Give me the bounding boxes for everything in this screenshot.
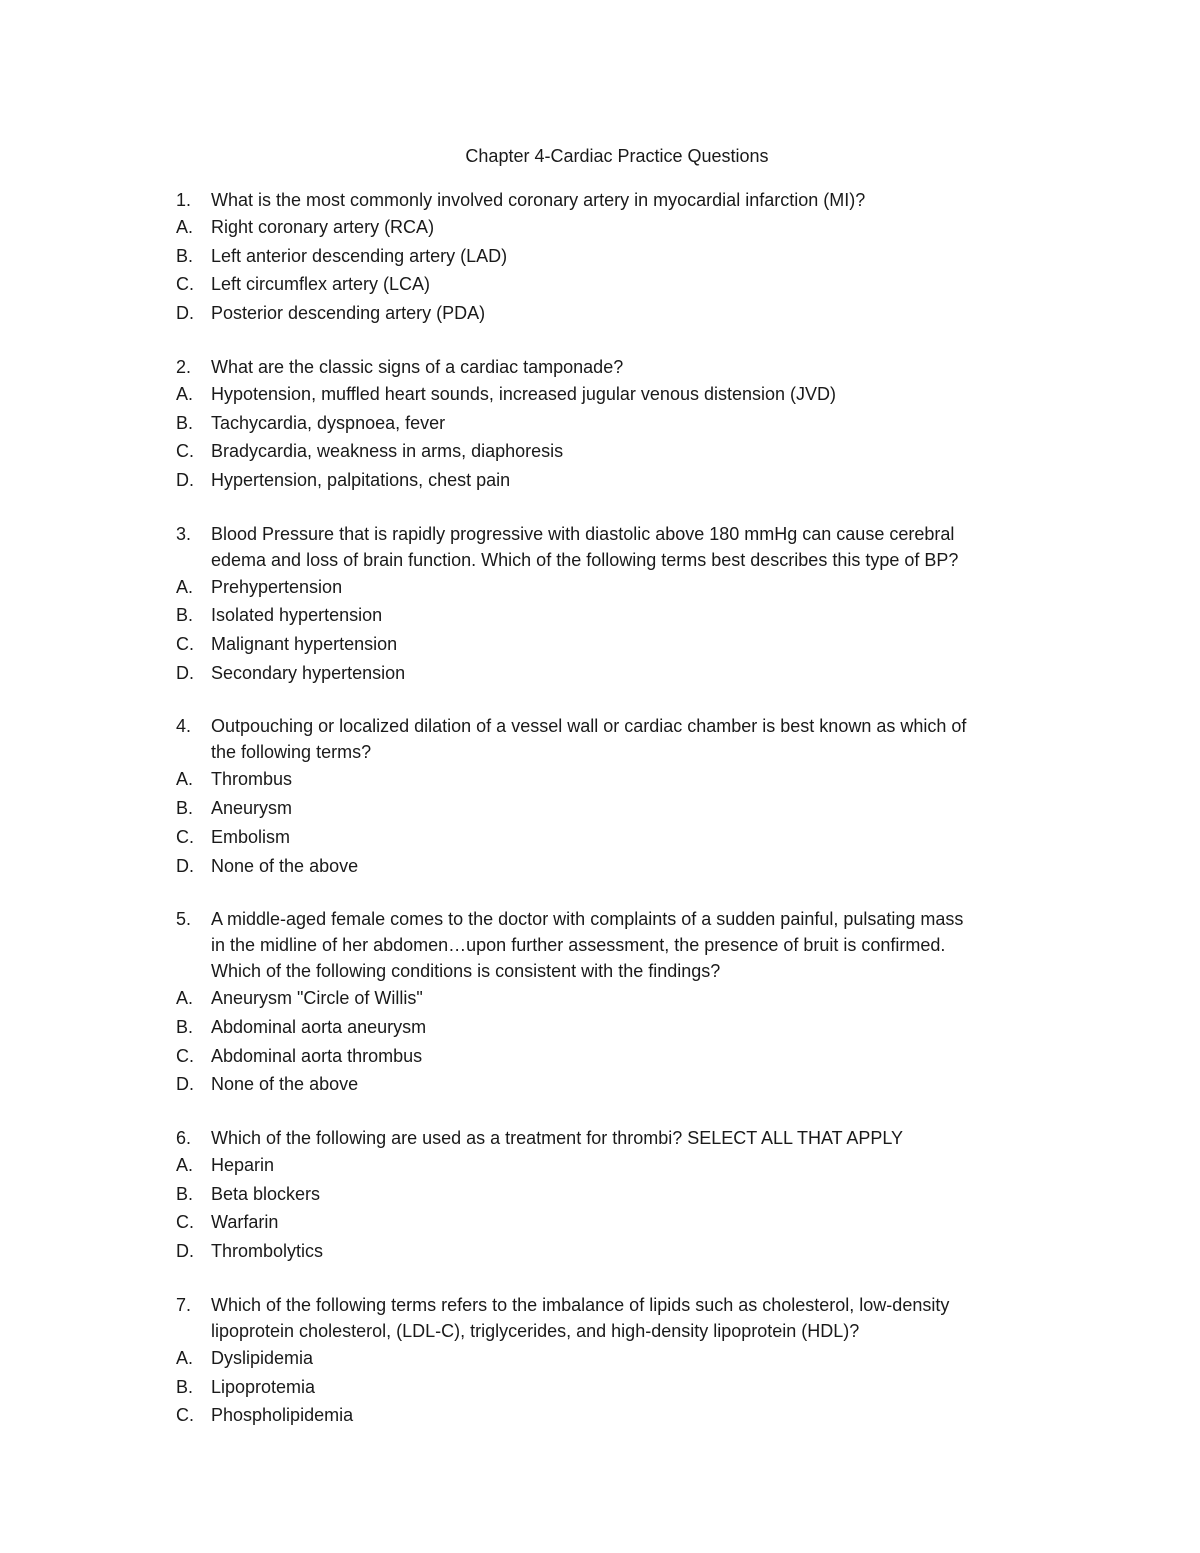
question-number: 5. <box>176 909 192 930</box>
question-text: the following terms? <box>211 742 372 763</box>
answer-option <box>176 299 1056 328</box>
option-letter: A. <box>176 988 194 1009</box>
option-letter: B. <box>176 1016 194 1037</box>
question-text: in the midline of her abdomen…upon further assessment, the presence of bruit is confirmed. <box>211 935 946 956</box>
option-letter: B. <box>176 1376 194 1397</box>
question-text: What are the classic signs of a cardiac tamponade? <box>211 356 624 377</box>
option-text: None of the above <box>211 1074 359 1095</box>
answer-option <box>176 852 1056 881</box>
option-letter: C. <box>176 826 194 847</box>
option-letter: B. <box>176 412 194 433</box>
option-letter: D. <box>176 855 194 876</box>
option-text: Secondary hypertension <box>211 662 406 683</box>
option-text: Thrombolytics <box>211 1241 324 1262</box>
option-letter: D. <box>176 469 194 490</box>
question-text-line <box>176 958 1056 984</box>
option-text: Posterior descending artery (PDA) <box>211 303 486 324</box>
answer-option <box>176 1151 1056 1180</box>
answer-option <box>176 630 1056 659</box>
option-text: Left circumflex artery (LCA) <box>211 274 431 295</box>
answer-option <box>176 1208 1056 1237</box>
answer-option <box>176 1237 1056 1266</box>
question-text: lipoprotein cholesterol, (LDL-C), triglycerides, and high-density lipoprotein (HDL)? <box>211 1320 860 1341</box>
answer-option <box>176 659 1056 688</box>
answer-option <box>176 380 1056 409</box>
option-text: Aneurysm "Circle of Willis" <box>211 988 423 1009</box>
option-letter: C. <box>176 1045 194 1066</box>
question-1 <box>176 187 1056 328</box>
answer-option <box>176 765 1056 794</box>
option-letter: C. <box>176 441 194 462</box>
answer-option <box>176 242 1056 271</box>
option-text: Bradycardia, weakness in arms, diaphoresis <box>211 441 564 462</box>
option-letter: B. <box>176 245 194 266</box>
option-text: Aneurysm <box>211 798 293 819</box>
option-text: None of the above <box>211 855 359 876</box>
question-text: Blood Pressure that is rapidly progressive with diastolic above 180 mmHg can cause cerebral <box>211 523 955 544</box>
option-text: Thrombus <box>211 769 293 790</box>
answer-option <box>176 213 1056 242</box>
option-text: Malignant hypertension <box>211 634 398 655</box>
question-text-line <box>176 547 1056 573</box>
question-5 <box>176 906 1056 1099</box>
answer-option <box>176 601 1056 630</box>
answer-option <box>176 437 1056 466</box>
question-3 <box>176 521 1056 688</box>
question-text: What is the most commonly involved coronary artery in myocardial infarction (MI)? <box>211 190 866 210</box>
question-number: 3. <box>176 523 192 544</box>
question-number: 4. <box>176 716 192 737</box>
option-text: Prehypertension <box>211 576 343 597</box>
answer-option <box>176 794 1056 823</box>
option-letter: D. <box>176 1241 194 1262</box>
question-text-line <box>176 1125 1056 1151</box>
option-text: Embolism <box>211 826 291 847</box>
option-letter: C. <box>176 634 194 655</box>
question-number: 6. <box>176 1128 192 1149</box>
question-text: Which of the following are used as a treatment for thrombi? SELECT ALL THAT APPLY <box>211 1128 904 1149</box>
option-text: Right coronary artery (RCA) <box>211 217 435 237</box>
option-letter: B. <box>176 605 194 626</box>
option-text: Phospholipidemia <box>211 1405 354 1426</box>
option-text: Isolated hypertension <box>211 605 383 626</box>
question-4 <box>176 713 1056 880</box>
question-text: A middle-aged female comes to the doctor with complaints of a sudden painful, pulsating mass <box>211 909 964 930</box>
option-letter: C. <box>176 1405 194 1426</box>
option-text: Abdominal aorta aneurysm <box>211 1016 427 1037</box>
option-text: Left anterior descending artery (LAD) <box>211 245 508 266</box>
answer-option <box>176 1401 1056 1430</box>
answer-option <box>176 1013 1056 1042</box>
answer-option <box>176 466 1056 495</box>
option-text: Heparin <box>211 1155 275 1176</box>
answer-option <box>176 1344 1056 1373</box>
option-text: Beta blockers <box>211 1183 321 1204</box>
option-text: Abdominal aorta thrombus <box>211 1045 423 1066</box>
question-text-line <box>176 354 1056 380</box>
answer-option <box>176 1180 1056 1209</box>
question-text-line <box>176 932 1056 958</box>
answer-option <box>176 409 1056 438</box>
option-letter: A. <box>176 383 194 404</box>
question-6 <box>176 1125 1056 1266</box>
option-letter: A. <box>176 576 194 597</box>
question-text-line <box>176 1292 1056 1318</box>
question-number: 1. <box>176 190 192 210</box>
question-text-line <box>176 906 1056 932</box>
answer-option <box>176 270 1056 299</box>
question-2 <box>176 354 1056 495</box>
answer-option <box>176 1373 1056 1402</box>
answer-option <box>176 573 1056 602</box>
option-letter: B. <box>176 798 194 819</box>
question-text-line <box>176 521 1056 547</box>
answer-option <box>176 1042 1056 1071</box>
option-text: Lipoprotemia <box>211 1376 316 1397</box>
option-text: Hypertension, palpitations, chest pain <box>211 469 511 490</box>
answer-option <box>176 1070 1056 1099</box>
question-text: Which of the following terms refers to the imbalance of lipids such as cholesterol, low-density <box>211 1294 950 1315</box>
option-letter: C. <box>176 1212 194 1233</box>
page-title: Chapter 4-Cardiac Practice Questions <box>465 146 769 166</box>
option-text: Tachycardia, dyspnoea, fever <box>211 412 446 433</box>
option-letter: B. <box>176 1183 194 1204</box>
option-letter: A. <box>176 1347 194 1368</box>
question-text-line <box>176 739 1056 765</box>
question-text-line <box>176 713 1056 739</box>
option-letter: C. <box>176 274 194 295</box>
answer-option <box>176 984 1056 1013</box>
answer-option <box>176 823 1056 852</box>
question-number: 7. <box>176 1294 192 1315</box>
option-letter: D. <box>176 662 194 683</box>
option-letter: A. <box>176 217 194 237</box>
question-7 <box>176 1292 1056 1430</box>
option-letter: A. <box>176 1155 194 1176</box>
question-text: Outpouching or localized dilation of a vessel wall or cardiac chamber is best known as which of <box>211 716 967 737</box>
question-text: edema and loss of brain function. Which of the following terms best describes this type of BP? <box>211 549 959 570</box>
question-list <box>176 187 1056 1456</box>
question-text: Which of the following conditions is consistent with the findings? <box>211 961 721 982</box>
option-text: Dyslipidemia <box>211 1347 314 1368</box>
option-text: Hypotension, muffled heart sounds, increased jugular venous distension (JVD) <box>211 383 837 404</box>
option-letter: D. <box>176 1074 194 1095</box>
option-text: Warfarin <box>211 1212 279 1233</box>
question-text-line <box>176 187 1056 213</box>
option-letter: D. <box>176 303 194 324</box>
question-number: 2. <box>176 356 192 377</box>
question-text-line <box>176 1318 1056 1344</box>
option-letter: A. <box>176 769 194 790</box>
